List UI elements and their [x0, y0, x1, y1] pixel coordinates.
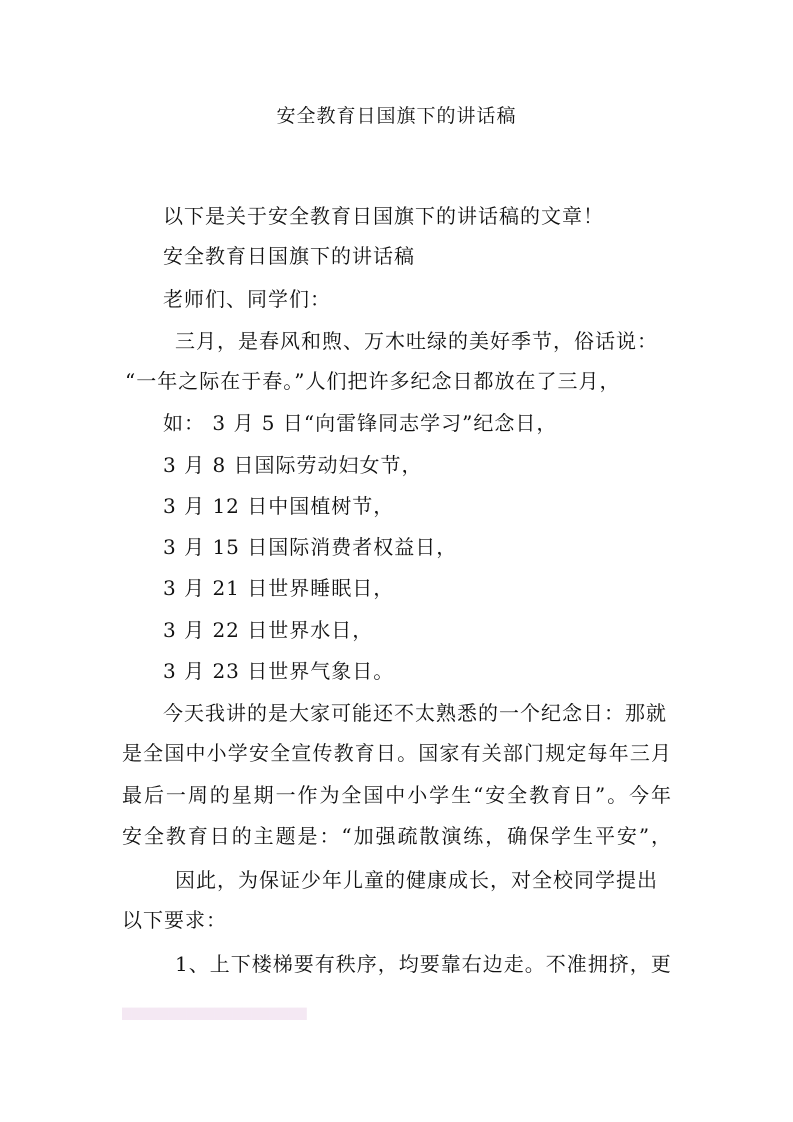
paragraph-line: 最后一周的星期一作为全国中小学生“安全教育日”。今年: [122, 783, 672, 807]
subtitle-line: 安全教育日国旗下的讲话稿: [163, 244, 415, 268]
paragraph-line: 是全国中小学安全宣传教育日。国家有关部门规定每年三月: [122, 741, 672, 765]
requirement-line: 1、上下楼梯要有秩序，均要靠右边走。不准拥挤，更: [175, 952, 672, 976]
list-line: 3 月 23 日世界气象日。: [163, 659, 395, 683]
paragraph-line: 三月，是春风和煦、万木吐绿的美好季节，俗话说：: [175, 329, 658, 353]
paragraph-line: 以下要求：: [122, 908, 227, 932]
paragraph-line: 今天我讲的是大家可能还不太熟悉的一个纪念日：那就: [163, 701, 667, 725]
list-line: 如： 3 月 5 日“向雷锋同志学习”纪念日，: [163, 411, 558, 435]
faint-watermark: ▇▇▇▇▇▇▇▇▇▇▇▇▇▇▇▇▇▇▇▇: [122, 1006, 307, 1020]
list-line: 3 月 12 日中国植树节，: [163, 494, 395, 518]
paragraph-line: 安全教育日的主题是：“加强疏散演练，确保学生平安”，: [122, 824, 672, 848]
salutation-line: 老师们、同学们：: [163, 287, 331, 311]
list-line: 3 月 15 日国际消费者权益日，: [163, 535, 458, 559]
document-title: 安全教育日国旗下的讲话稿: [276, 105, 517, 127]
paragraph-line: 因此，为保证少年儿童的健康成长，对全校同学提出: [175, 868, 658, 892]
list-line: 3 月 21 日世界睡眠日，: [163, 576, 395, 600]
list-line: 3 月 8 日国际劳动妇女节，: [163, 453, 423, 477]
paragraph-line: “一年之际在于春。”人们把许多纪念日都放在了三月，: [125, 369, 621, 393]
list-line: 3 月 22 日世界水日，: [163, 618, 374, 642]
intro-line: 以下是关于安全教育日国旗下的讲话稿的文章！: [163, 204, 604, 228]
